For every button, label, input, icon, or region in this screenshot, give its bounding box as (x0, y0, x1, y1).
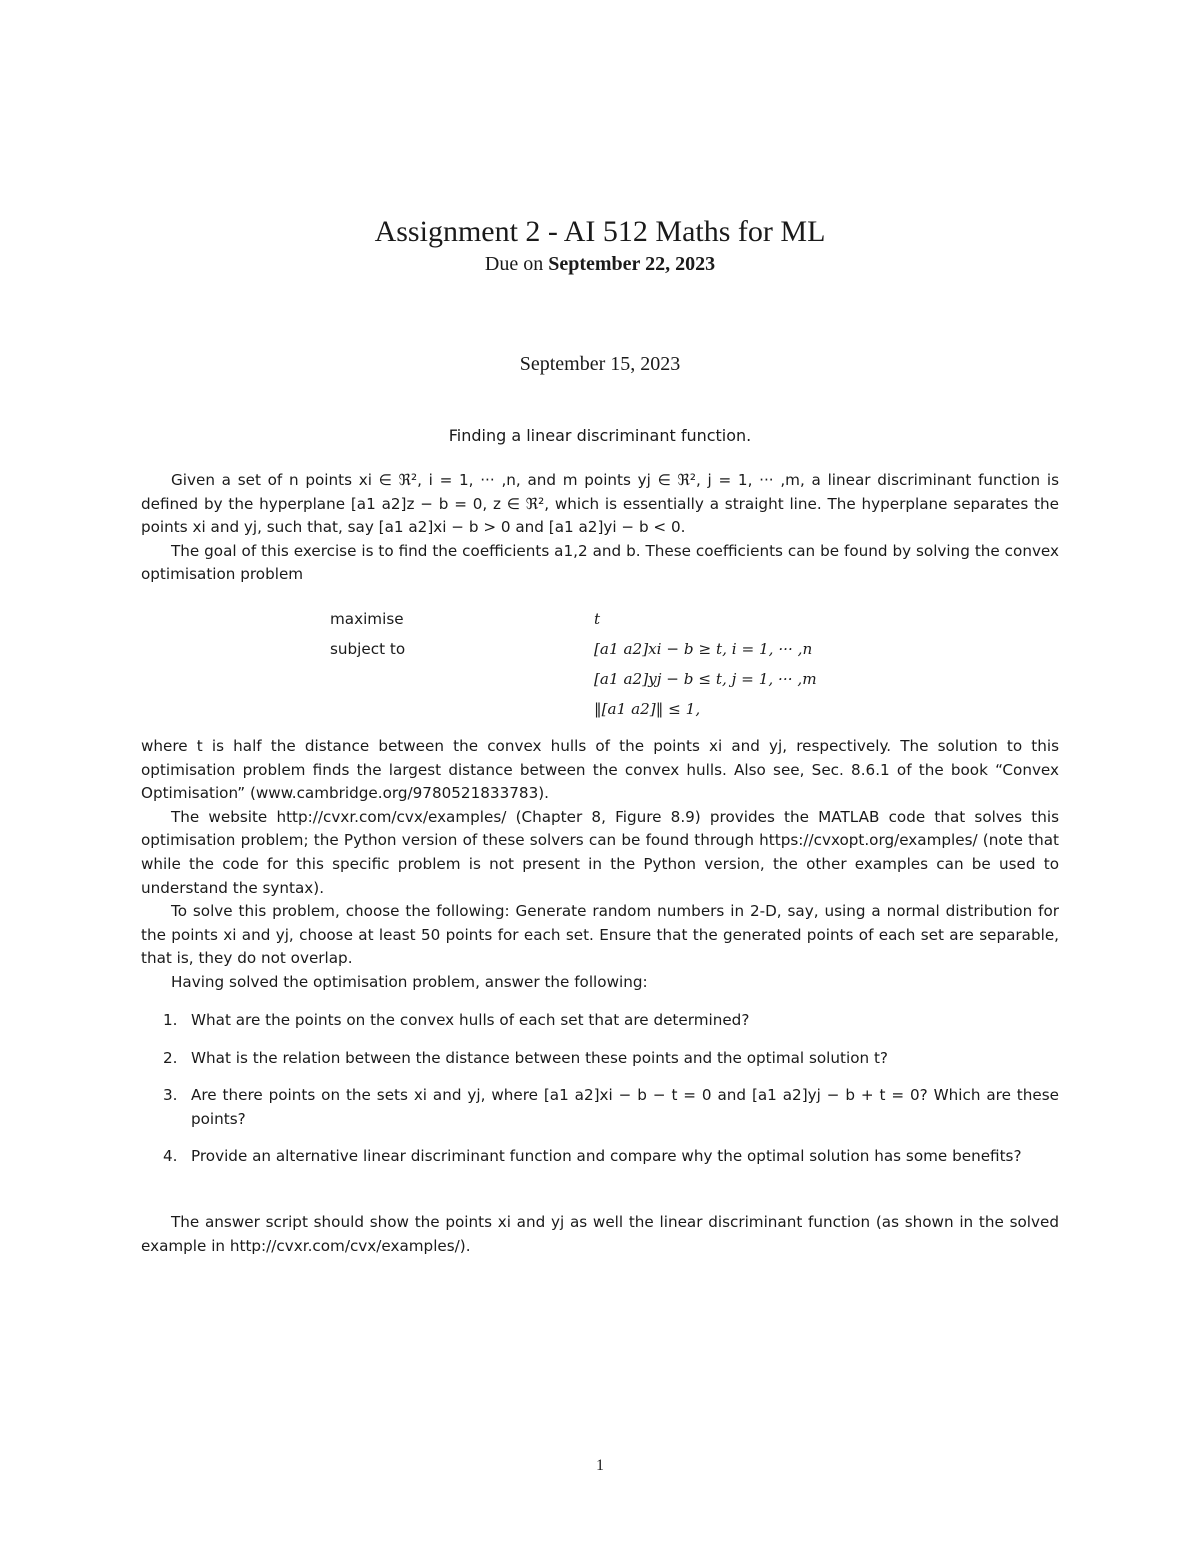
discussion-text (141, 735, 1059, 995)
question-item (163, 1084, 1059, 1131)
question-item (163, 1047, 1059, 1071)
question-number: 2. (163, 1048, 178, 1067)
objective-row (330, 604, 950, 634)
question-list (163, 1009, 1059, 1183)
question-number: 1. (163, 1011, 178, 1029)
paragraph-goal: The goal of this exercise is to find the coefficients a1,2 and b. These coefficients can be found by solving the convex optimisation problem (141, 541, 1059, 584)
maximise-label: maximise (330, 610, 404, 628)
constraint-row-3 (330, 694, 950, 724)
intro-text (141, 469, 1059, 587)
due-line (0, 250, 1200, 278)
document-title: Assignment 2 - AI 512 Maths for ML (374, 215, 826, 248)
due-prefix: Due on (484, 253, 544, 275)
closing-text (141, 1211, 1059, 1258)
constraint-row-2 (330, 664, 950, 694)
question-text: What is the relation between the distance between these points and the optimal solution t? (191, 1048, 888, 1067)
question-number: 4. (163, 1147, 178, 1166)
due-date: September 22, 2023 (548, 253, 716, 275)
paragraph-having-solved: Having solved the optimisation problem, answer the following: (171, 972, 648, 991)
paragraph-intro: Given a set of n points xi ∈ ℜ², i = 1, ··· ,n, and m points yj ∈ ℜ², j = 1, ··· ,m, a linear discriminant function is defined by the hyperplane [a1 a2]z − b = 0, z ∈ ℜ², which is essentially a straight line. The hyperplane separates the points xi and yj, such that, say [a1 a2]xi − b > 0 and [a1 a2]yi − b < 0. (141, 471, 1059, 537)
question-text: Provide an alternative linear discriminant function and compare why the optimal solution has some benefits? (191, 1147, 1022, 1166)
constraint-row-1 (330, 634, 950, 664)
paragraph-website: The website http://cvxr.com/cvx/examples/ (Chapter 8, Figure 8.9) provides the MATLAB code that solves this optimisation problem; the Python version of these solvers can be found through https://cvxopt.org/examples/ (note that while the code for this specific problem is not present in the Python version, the other examples can be used to understand the syntax). (141, 807, 1059, 897)
problem-subtitle: Finding a linear discriminant function. (448, 426, 752, 445)
question-number: 3. (163, 1086, 178, 1105)
question-item (163, 1009, 1059, 1033)
objective-expression: t (594, 610, 601, 628)
constraint-2: [a1 a2]yj − b ≤ t, j = 1, ··· ,m (594, 670, 817, 688)
question-text: What are the points on the convex hulls of each set that are determined? (191, 1011, 750, 1029)
paragraph-where: where t is half the distance between the convex hulls of the points xi and yj, respectively. The solution to this optimisation problem finds the largest distance between the convex hulls. Also see, Sec. 8.6.1 of the book “Convex Optimisation” (www.cambridge.org/9780521833783). (141, 737, 1059, 803)
constraint-3: ‖[a1 a2]‖ ≤ 1, (594, 700, 701, 718)
page-number: 1 (596, 1457, 604, 1474)
paragraph-answer-script: The answer script should show the points xi and yj as well the linear discriminant function (as shown in the solved example in http://cvxr.com/cvx/examples/). (141, 1213, 1059, 1255)
question-item (163, 1145, 1059, 1169)
optimization-problem (330, 604, 950, 724)
question-text: Are there points on the sets xi and yj, where [a1 a2]xi − b − t = 0 and [a1 a2]yj − b + t = 0? Which are these points? (191, 1086, 1059, 1128)
constraint-1: [a1 a2]xi − b ≥ t, i = 1, ··· ,n (594, 640, 813, 658)
subject-to-label: subject to (330, 640, 406, 658)
document-date: September 15, 2023 (519, 353, 681, 375)
paragraph-instructions: To solve this problem, choose the following: Generate random numbers in 2-D, say, using a normal distribution for the points xi and yj, choose at least 50 points for each set. Ensure that the generated points of each set are separable, that is, they do not overlap. (141, 902, 1059, 968)
